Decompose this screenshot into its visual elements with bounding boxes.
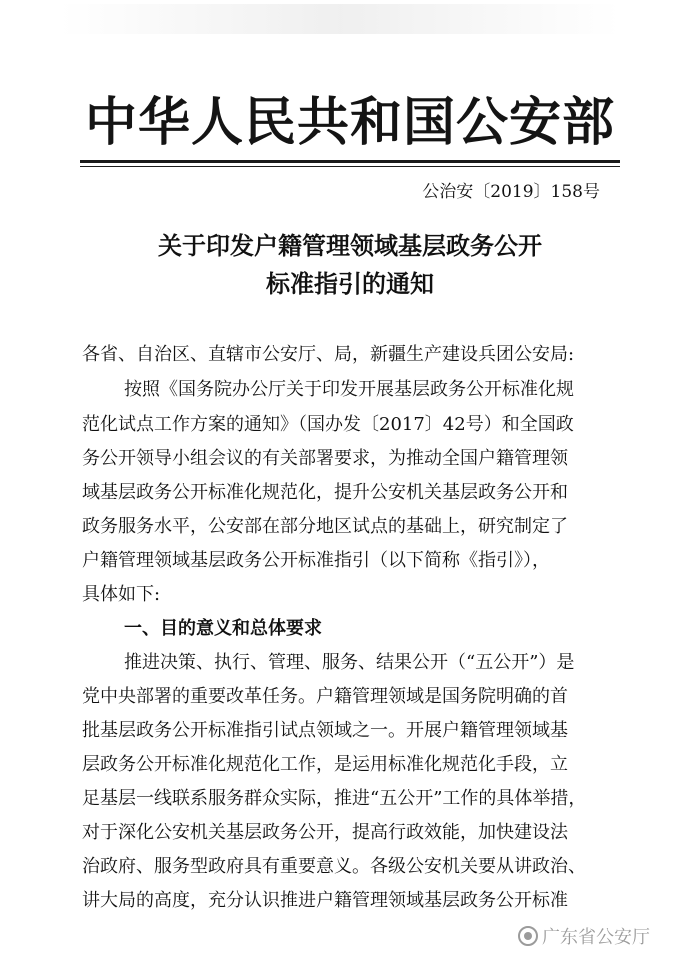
paragraph-line: 层政务公开标准化规范化工作，是运用标准化规范化手段，立 — [82, 754, 568, 775]
paragraph-line: 政务服务水平，公安部在部分地区试点的基础上，研究制定了 — [82, 516, 568, 537]
paragraph-line: 党中央部署的重要改革任务。户籍管理领域是国务院明确的首 — [82, 686, 568, 707]
paragraph-line: 按照《国务院办公厅关于印发开展基层政务公开标准化规 — [124, 379, 574, 400]
document-number: 公治安〔2019〕158号 — [422, 182, 600, 202]
paragraph-line: 讲大局的高度，充分认识推进户籍管理领域基层政务公开标准 — [82, 890, 568, 911]
notice-title-line-2: 标准指引的通知 — [266, 270, 434, 298]
paragraph-line: 域基层政务公开标准化规范化，提升公安机关基层政务公开和 — [82, 482, 568, 503]
addressee-line: 各省、自治区、直辖市公安厅、局，新疆生产建设兵团公安局: — [82, 344, 575, 365]
paragraph-line: 推进决策、执行、管理、服务、结果公开（“五公开”）是 — [124, 652, 575, 673]
watermark — [518, 921, 700, 951]
paragraph-line: 批基层政务公开标准指引试点领域之一。开展户籍管理领域基 — [82, 720, 568, 741]
paragraph-line: 足基层一线联系服务群众实际，推进“五公开”工作的具体举措， — [82, 788, 587, 809]
paragraph-line: 户籍管理领域基层政务公开标准指引（以下简称《指引》）， — [82, 550, 550, 571]
paragraph-line: 务公开领导小组会议的有关部署要求，为推动全国户籍管理领 — [82, 448, 568, 469]
header-rule-thin — [80, 166, 620, 167]
scan-smudge — [60, 4, 620, 34]
notice-title-line-1: 关于印发户籍管理领域基层政务公开 — [158, 232, 542, 260]
section-heading: 一、目的意义和总体要求 — [124, 618, 322, 639]
header-rule-thick — [80, 160, 620, 163]
weibo-icon — [518, 926, 538, 946]
watermark-text: 广东省公安厅 — [542, 927, 650, 948]
paragraph-line: 治政府、服务型政府具有重要意义。各级公安机关要从讲政治、 — [82, 856, 586, 877]
paragraph-line: 对于深化公安机关基层政务公开，提高行政效能，加快建设法 — [82, 822, 568, 843]
paragraph-line: 范化试点工作方案的通知》（国办发〔2017〕42号）和全国政 — [82, 414, 574, 435]
issuer-title: 中华人民共和国公安部 — [84, 92, 615, 153]
paragraph-line: 具体如下: — [82, 584, 161, 605]
